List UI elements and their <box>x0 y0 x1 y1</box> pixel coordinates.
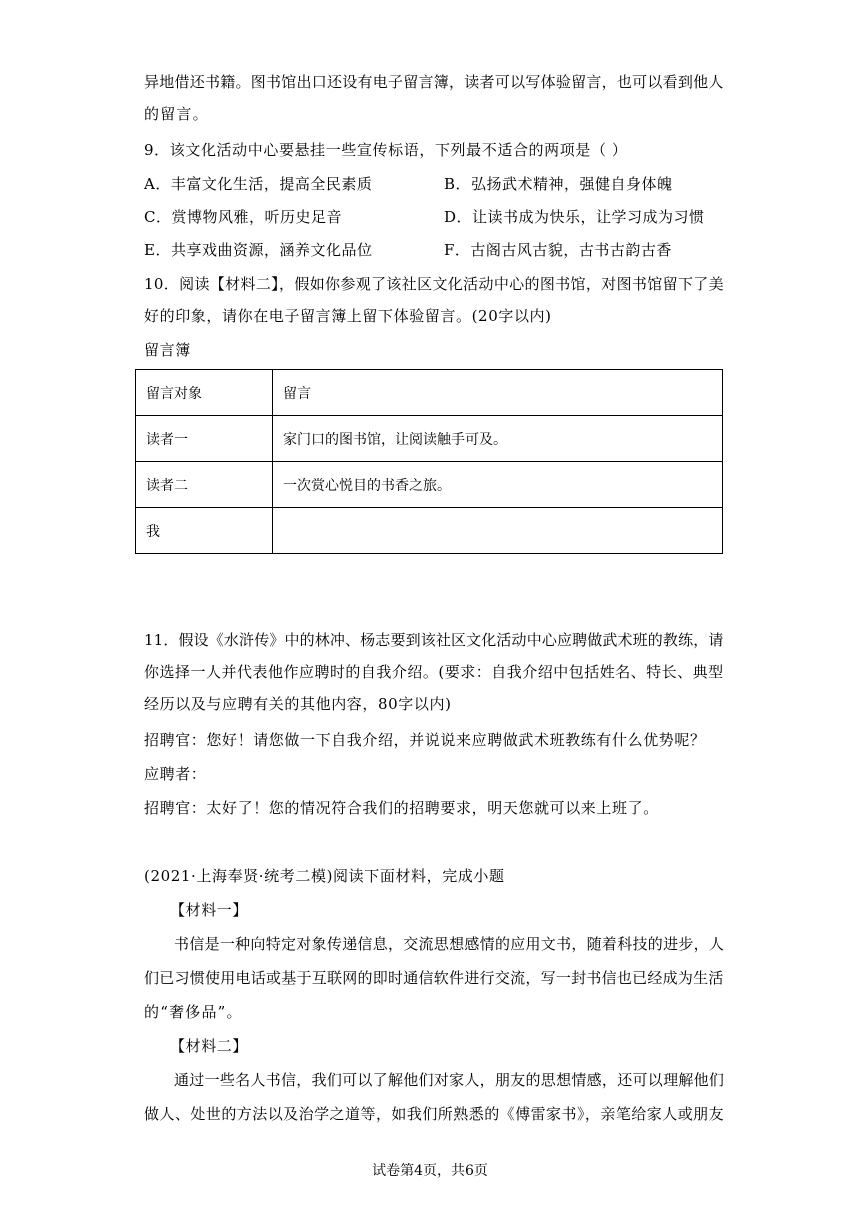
page-footer: 试卷第4页，共6页 <box>372 1163 488 1179</box>
dialogue-line: 招聘官：您好！请您做一下自我介绍，并说说来应聘做武术班教练有什么优势呢？ <box>144 731 706 749</box>
question-9-stem: 9．该文化活动中心要悬挂一些宣传标语，下列最不适合的两项是（ ） <box>144 141 628 159</box>
q9-option-e: E．共享戏曲资源，涵养文化品位 <box>144 241 373 259</box>
q9-option-d: D．让读书成为快乐，让学习成为习惯 <box>444 208 705 226</box>
material-1-line: 书信是一种向特定对象传递信息，交流思想感情的应用文书，随着科技的进步，人 <box>174 935 725 953</box>
guestbook-table <box>135 369 723 554</box>
table-row <box>136 462 723 508</box>
question-11-line: 经历以及与应聘有关的其他内容，80字以内) <box>144 695 452 713</box>
intro-line: 的留言。 <box>144 105 209 123</box>
table-row <box>136 416 723 462</box>
material-1-title: 【材料一】 <box>170 901 249 919</box>
question-10-line: 10．阅读【材料二】，假如你参观了该社区文化活动中心的图书馆，对图书馆留下了美 <box>144 275 724 293</box>
material-1-line: 的“奢侈品”。 <box>144 1003 243 1021</box>
table-row <box>136 508 723 554</box>
table-cell: 读者一 <box>136 416 273 462</box>
table-cell: 读者二 <box>136 462 273 508</box>
material-2-line: 做人、处世的方法以及治学之道等，如我们所熟悉的《傅雷家书》，亲笔给家人或朋友 <box>144 1105 725 1123</box>
table-header-row <box>136 370 723 416</box>
table-cell: 我 <box>136 508 273 554</box>
material-1-line: 们已习惯使用电话或基于互联网的即时通信软件进行交流，写一封书信也已经成为生活 <box>144 969 724 987</box>
question-10-line: 好的印象，请你在电子留言簿上留下体验留言。(20字以内) <box>144 307 552 325</box>
dialogue-line: 招聘官：太好了！您的情况符合我们的招聘要求，明天您就可以来上班了。 <box>144 799 659 817</box>
material-2-title: 【材料二】 <box>170 1037 249 1055</box>
question-11-line: 11．假设《水浒传》中的林冲、杨志要到该社区文化活动中心应聘做武术班的教练，请 <box>144 631 724 649</box>
q9-option-a: A．丰富文化生活，提高全民素质 <box>144 175 373 193</box>
q9-option-c: C．赏博物风雅，听历史足音 <box>144 208 342 226</box>
table-cell: 一次赏心悦目的书香之旅。 <box>273 462 723 508</box>
q9-option-b: B．弘扬武术精神，强健自身体魄 <box>444 175 673 193</box>
table-caption: 留言簿 <box>144 341 191 359</box>
dialogue-line: 应聘者： <box>144 765 207 783</box>
header-cell: 留言对象 <box>136 370 273 416</box>
material-2-line: 通过一些名人书信，我们可以了解他们对家人，朋友的思想情感，还可以理解他们 <box>174 1071 725 1089</box>
table-cell: 家门口的图书馆，让阅读触手可及。 <box>273 416 723 462</box>
intro-line: 异地借还书籍。图书馆出口还设有电子留言簿，读者可以写体验留言，也可以看到他人 <box>144 73 724 91</box>
answer-cell[interactable] <box>273 508 723 554</box>
question-11-line: 你选择一人并代表他作应聘时的自我介绍。(要求：自我介绍中包括姓名、特长、典型 <box>144 663 724 681</box>
section-heading: (2021·上海奉贤·统考二模)阅读下面材料，完成小题 <box>144 867 505 885</box>
q9-option-f: F．古阁古风古貌，古书古韵古香 <box>444 241 672 259</box>
header-cell: 留言 <box>273 370 723 416</box>
